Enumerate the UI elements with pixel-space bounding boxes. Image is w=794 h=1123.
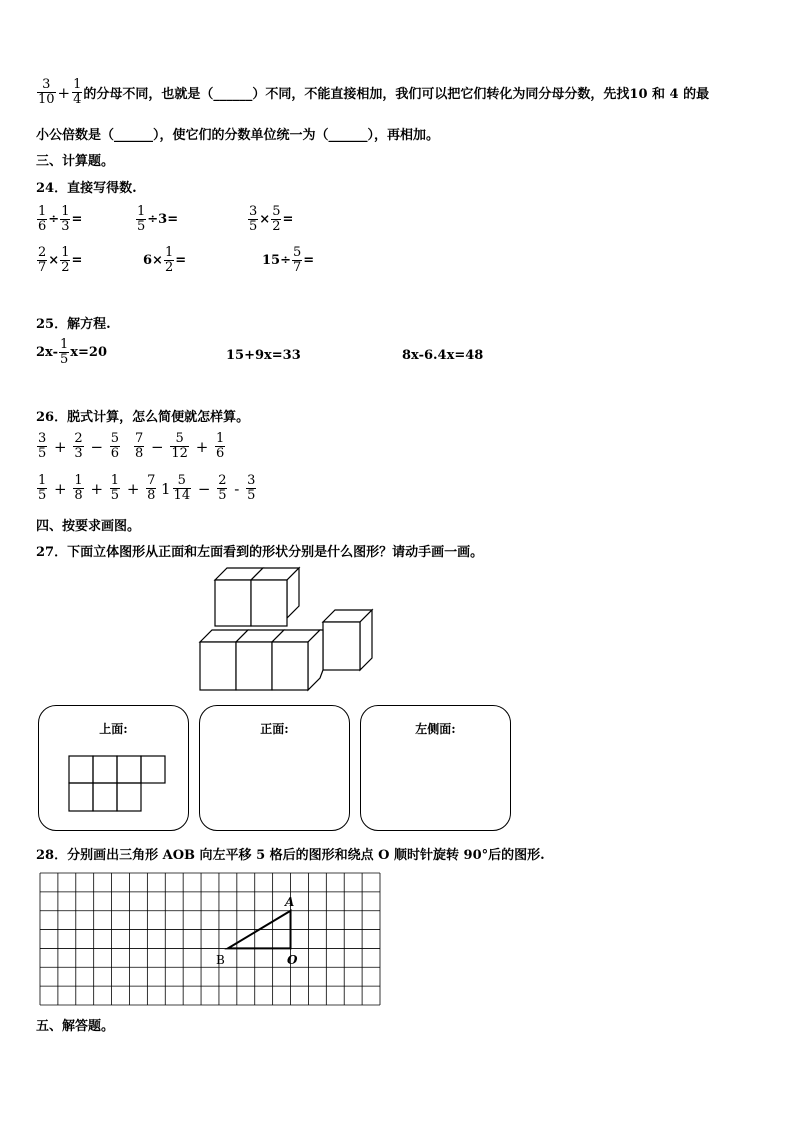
q26-expr-1 [36,432,121,461]
view-box-top [38,705,189,831]
q28-title: 28．分别画出三角形 AOB 向左平移 5 格后的图形和绕点 O 顺时针旋转 90°后的图形. [36,848,545,863]
point-label-o: O [287,953,298,967]
fraction: $\frac{1}{5}$ [110,473,120,503]
view-box-front-label: 正面: [260,722,289,736]
fraction: $\frac{3}{5}$ [247,473,256,503]
q26-expr-3 [36,474,157,503]
point-label-b: B [216,953,225,967]
q23-fraction-1: $\frac{3}{10}$ [38,77,55,107]
fraction: $\frac{1}{5}$ [38,473,47,503]
q25-equation-2: 15+9x=33 [226,348,301,363]
fraction: $\frac{5}{12}$ [171,431,188,461]
q23-line2: 小公倍数是（______），使它们的分数单位统一为（______），再相加。 [36,128,440,143]
view-box-left-label: 左侧面: [415,722,456,736]
q26-expr-4 [160,474,257,503]
q26-expr-2 [133,432,226,461]
view-box-top-label: 上面: [99,722,128,736]
cube-figure [190,560,380,695]
fraction: $\frac{3}{5}$ [38,431,47,461]
fraction: $\frac{7}{8}$ [135,431,144,461]
fraction: $\frac{1}{6}$ [216,431,225,461]
q25-equation-3: 8x-6.4x=48 [402,348,484,363]
fraction: $\frac{5}{14}$ [173,473,191,503]
operator: + [122,479,145,498]
top-view-drawing [69,756,169,816]
q23-line1: $\frac{3}{10}$ + $\frac{1}{4}$ 的分母不同，也就是（______）不同，不能直接相加，我们可以把它们转化为同分母分数，先找10 和 4 的最 [38,77,710,107]
q26-title: 26．脱式计算，怎么简便就怎样算。 [36,410,250,425]
q24-item-1: $\frac{1}{6}$ ÷ $\frac{1}{3}$ = [38,204,83,234]
q27-title: 27．下面立体图形从正面和左面看到的形状分别是什么图形？请动手画一画。 [36,545,484,560]
operator: + [190,437,214,456]
operator: − [193,479,216,498]
fraction: $\frac{1}{8}$ [74,473,83,503]
q24-title: 24．直接写得数. [36,181,137,196]
section-5-heading: 五、解答题。 [36,1019,115,1034]
operator: - [229,479,245,498]
fraction: $\frac{5}{6}$ [110,431,120,461]
square-grid [40,873,381,1006]
q25-equation-1: 2x- $\frac{1}{5}$ x=20 [36,337,107,367]
fraction: $\frac{7}{8}$ [147,473,156,503]
q24-item-5: 6× $\frac{1}{2}$ = [143,245,187,275]
section-4-heading: 四、按要求画图。 [36,519,141,534]
q23-fraction-2: $\frac{1}{4}$ [73,77,82,107]
operator: − [146,437,169,456]
q24-item-3: $\frac{3}{5}$ × $\frac{5}{2}$ = [249,204,294,234]
q24-item-6: 15÷ $\frac{5}{7}$ = [262,245,315,275]
fraction: $\frac{2}{3}$ [74,431,83,461]
whole-number: 1 [161,479,171,498]
operator: + [49,479,72,498]
point-label-a: A [285,895,295,909]
operator: + [85,479,108,498]
q24-item-4: $\frac{2}{7}$ × $\frac{1}{2}$ = [38,245,83,275]
operator: − [85,437,108,456]
fraction: $\frac{2}{5}$ [218,473,227,503]
operator: + [49,437,72,456]
q23-text-1: 的分母不同，也就是（______）不同，不能直接相加，我们可以把它们转化为同分母分数，先找10 和 4 的最 [83,87,710,102]
q24-item-2: $\frac{1}{5}$ ÷3= [137,204,179,234]
q25-title: 25．解方程. [36,317,111,332]
section-3-heading: 三、计算题。 [36,154,115,169]
view-box-left [360,705,511,831]
view-box-front [199,705,350,831]
